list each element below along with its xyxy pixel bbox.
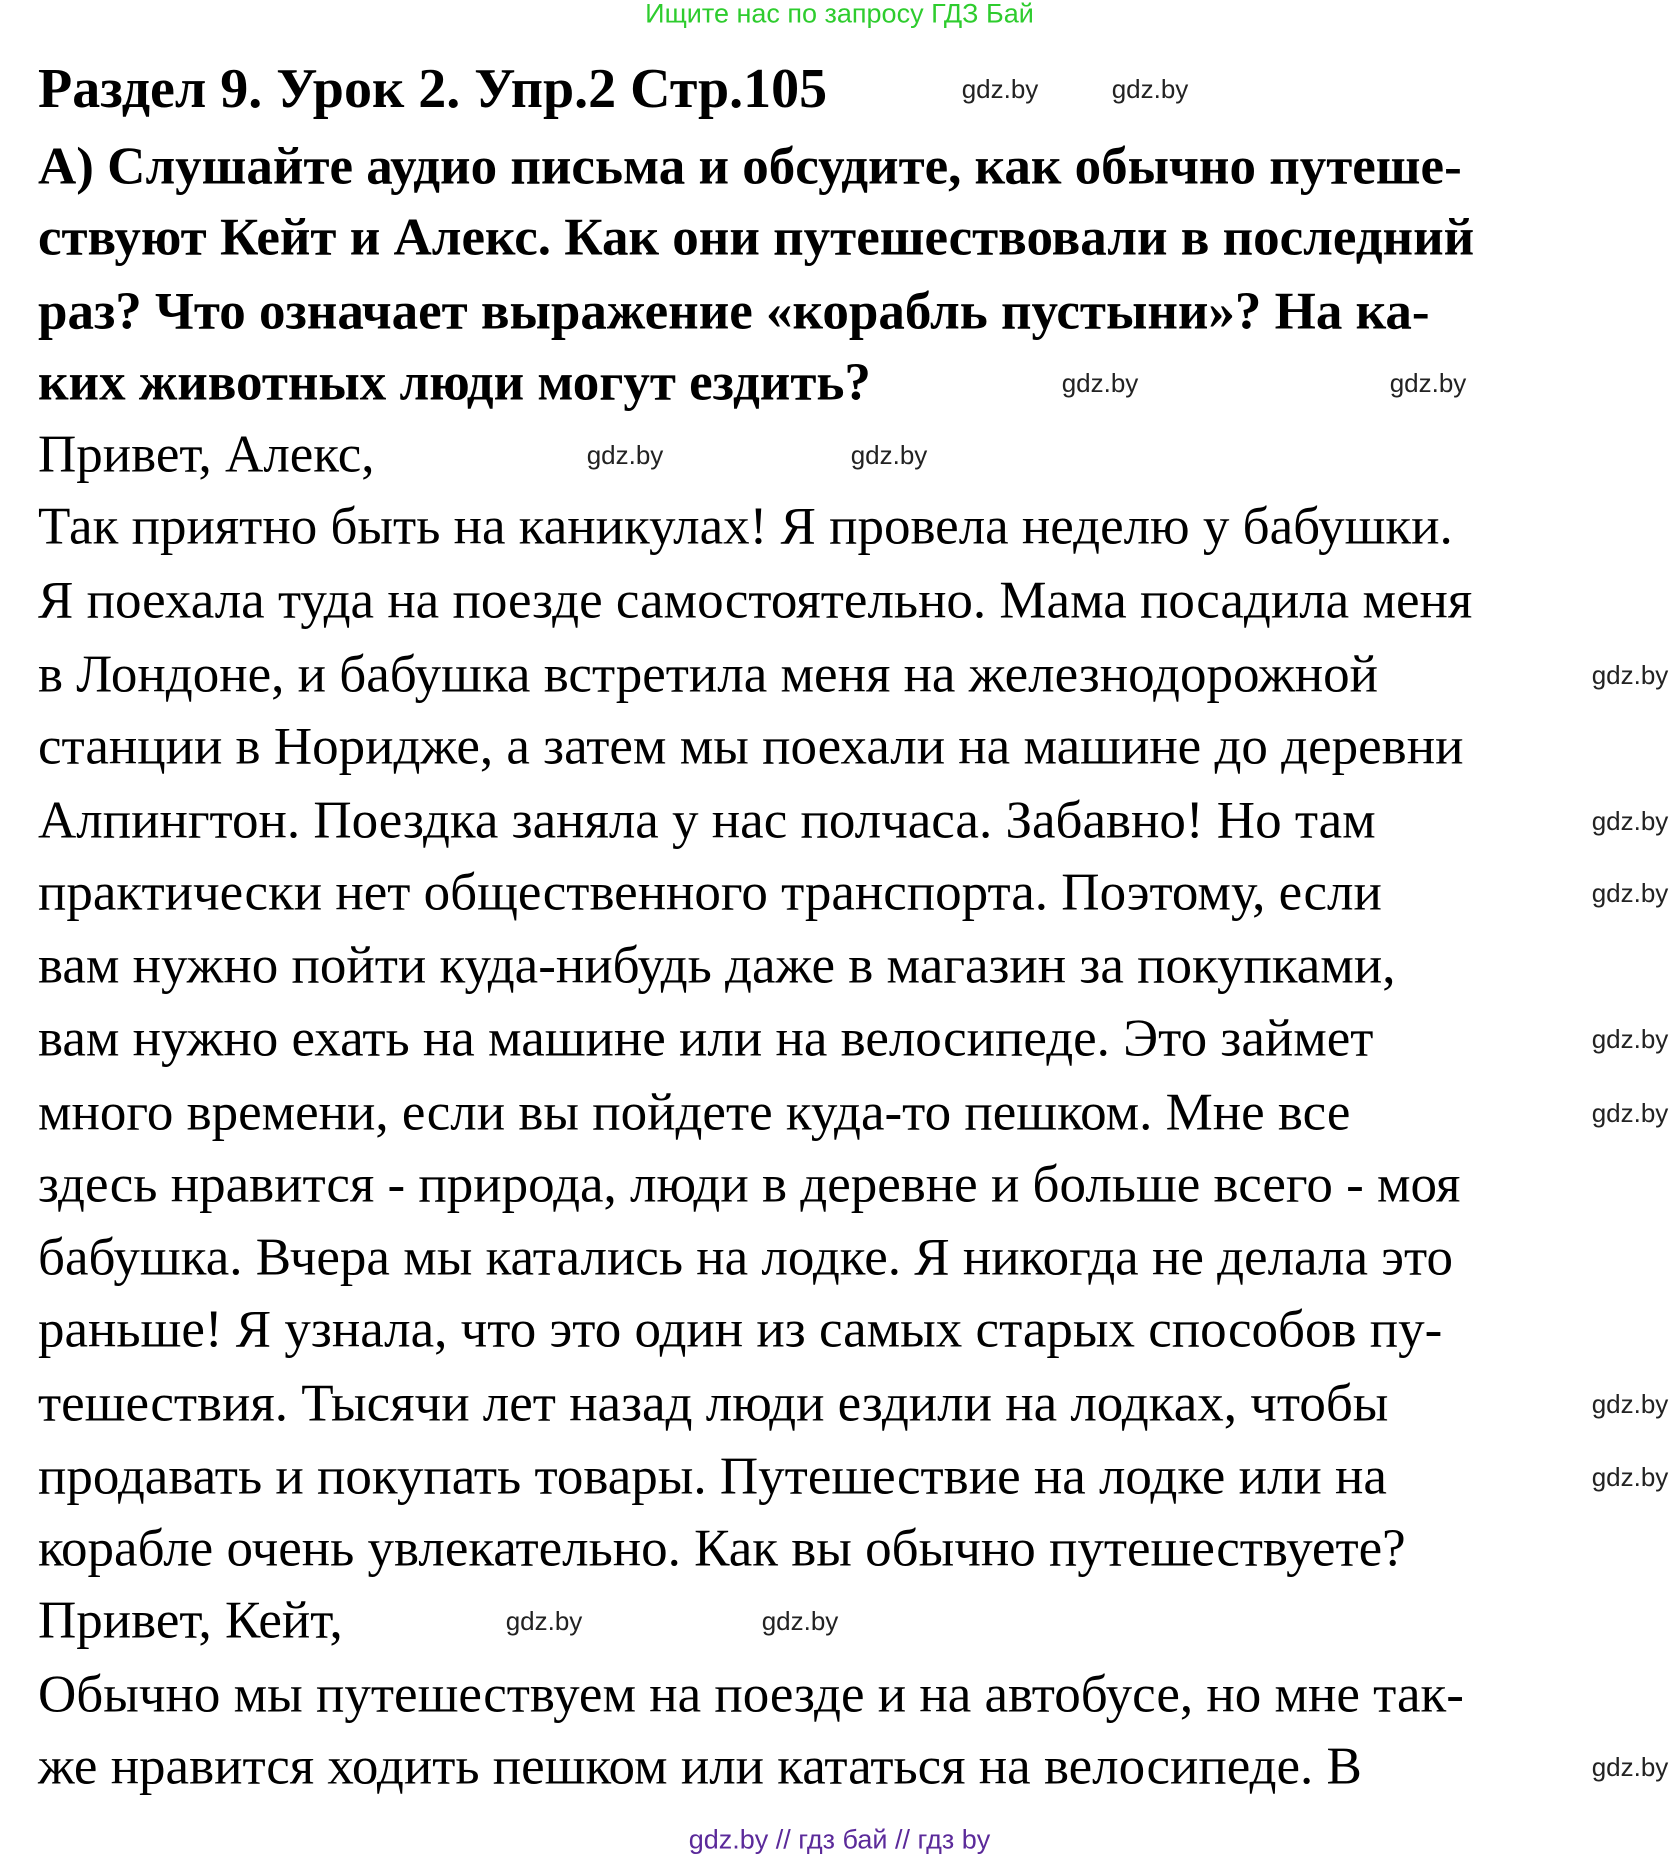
watermark: gdz.by [961,74,1039,104]
watermark: gdz.by [761,1606,839,1636]
letter-line: станции в Норидже, а затем мы поехали на машине до деревни [38,717,1464,776]
letter-line: корабле очень увлекательно. Как вы обычно путешествуете? [38,1519,1406,1578]
letter-line: вам нужно ехать на машине или на велосипеде. Это займет [38,1009,1374,1068]
letter-line: Алпингтон. Поездка заняла у нас полчаса. Забавно! Но там [38,791,1376,850]
watermark: gdz.by [1591,1098,1669,1128]
letter-line: в Лондоне, и бабушка встретила меня на железнодорожной [38,645,1379,704]
letter-line: много времени, если вы пойдете куда-то пешком. Мне все [38,1083,1351,1142]
letter-greeting: Привет, Алекс, [38,425,375,484]
task-line: раз? Что означает выражение «корабль пустыни»? На ка- [38,282,1430,341]
watermark: gdz.by [1591,806,1669,836]
search-banner: Ищите нас по запросу ГДЗ Бай [645,0,1034,29]
letter-line: продавать и покупать товары. Путешествие на лодке или на [38,1447,1387,1506]
footer-links: gdz.by // гдз бай // гдз by [688,1824,991,1855]
page-title: Раздел 9. Урок 2. Упр.2 Стр.105 [38,58,828,120]
watermark: gdz.by [1591,1462,1669,1492]
watermark: gdz.by [1591,1389,1669,1419]
watermark: gdz.by [1111,74,1189,104]
watermark: gdz.by [1591,660,1669,690]
letter-line: же нравится ходить пешком или кататься на велосипеде. В [38,1737,1362,1796]
watermark: gdz.by [505,1606,583,1636]
watermark: gdz.by [1591,1752,1669,1782]
letter-line: тешествия. Тысячи лет назад люди ездили на лодках, чтобы [38,1374,1389,1433]
letter-line: Обычно мы путешествуем на поезде и на автобусе, но мне так- [38,1665,1464,1724]
task-line: ких животных люди могут ездить? [38,353,871,412]
watermark: gdz.by [850,440,928,470]
letter-line: раньше! Я узнала, что это один из самых старых способов пу- [38,1300,1443,1359]
watermark: gdz.by [1591,878,1669,908]
watermark: gdz.by [1061,368,1139,398]
letter-line: Так приятно быть на каникулах! Я провела неделю у бабушки. [38,497,1453,556]
letter-line: бабушка. Вчера мы катались на лодке. Я никогда не делала это [38,1228,1453,1287]
letter-greeting: Привет, Кейт, [38,1591,343,1650]
letter-line: здесь нравится - природа, люди в деревне и больше всего - моя [38,1155,1461,1214]
task-line: А) Слушайте аудио письма и обсудите, как обычно путеше- [38,137,1462,196]
watermark: gdz.by [586,440,664,470]
task-line: ствуют Кейт и Алекс. Как они путешествовали в последний [38,208,1475,267]
letter-line: Я поехала туда на поезде самостоятельно. Мама посадила меня [38,571,1473,630]
watermark: gdz.by [1389,368,1467,398]
watermark: gdz.by [1591,1024,1669,1054]
letter-line: практически нет общественного транспорта. Поэтому, если [38,863,1382,922]
letter-line: вам нужно пойти куда-нибудь даже в магазин за покупками, [38,936,1396,995]
